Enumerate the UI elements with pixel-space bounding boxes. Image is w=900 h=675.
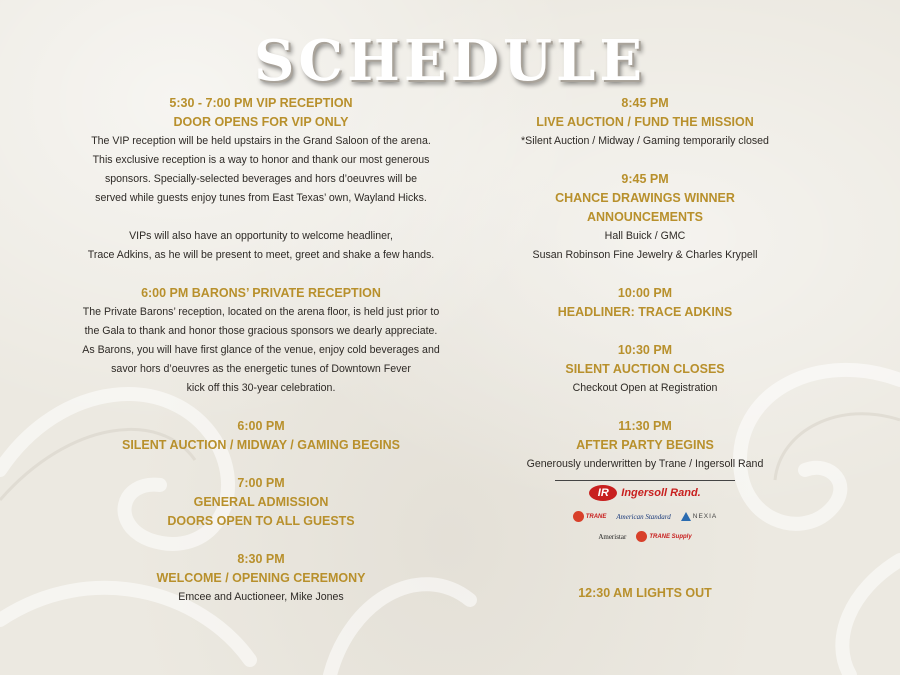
vip-description-line: served while guests enjoy tunes from East Texas’ own, Wayland Hicks. (95, 192, 427, 204)
vip-headliner-line: VIPs will also have an opportunity to welcome headliner, (129, 230, 393, 242)
ingersoll-rand-name: Ingersoll Rand. (621, 487, 701, 499)
barons-description-line: The Private Barons’ reception, located on the arena floor, is held just prior to (82, 306, 440, 318)
right-schedule-column (490, 94, 800, 542)
trane-supply-logo: TRANE Supply (636, 531, 691, 542)
drawings-sponsor: Susan Robinson Fine Jewelry & Charles Krypell (532, 249, 758, 261)
nexia-icon (681, 512, 691, 521)
ameristar-logo: Ameristar (598, 532, 627, 541)
after-party-heading: AFTER PARTY BEGINS (576, 438, 714, 452)
announcements-heading: ANNOUNCEMENTS (587, 210, 703, 224)
auction-close-heading: SILENT AUCTION CLOSES (565, 362, 725, 376)
checkout-text: Checkout Open at Registration (572, 382, 718, 394)
silent-auction-heading: SILENT AUCTION / MIDWAY / GAMING BEGINS (121, 438, 401, 452)
vip-description-line: sponsors. Specially-selected beverages and hors d’oeuvres will be (104, 173, 418, 185)
vip-headliner-line: Trace Adkins, as he will be present to meet, greet and shake a few hands. (87, 249, 435, 261)
general-admission-heading: GENERAL ADMISSION (193, 495, 329, 509)
vip-description-line: The VIP reception will be held upstairs in the Grand Saloon of the arena. (91, 135, 431, 147)
headliner-time: 10:00 PM (617, 286, 673, 300)
vip-reception-heading: 5:30 - 7:00 PM VIP RECEPTION (169, 96, 353, 110)
underwriter-text: Generously underwritten by Trane / Ingersoll Rand (526, 458, 764, 470)
barons-description-line: As Barons, you will have first glance of the venue, enjoy cold beverages and (82, 344, 440, 356)
left-schedule-column (60, 94, 462, 607)
ir-logo-icon: IR (589, 485, 617, 501)
barons-description-line: savor hors d’oeuvres as the energetic tunes of Downtown Fever (111, 363, 411, 375)
after-party-time: 11:30 PM (618, 419, 672, 433)
headliner-heading: HEADLINER: TRACE ADKINS (557, 305, 733, 319)
drawings-time: 9:45 PM (621, 172, 669, 186)
live-auction-note: *Silent Auction / Midway / Gaming temporarily closed (521, 135, 769, 147)
silent-auction-time: 6:00 PM (237, 419, 285, 433)
drawings-sponsor: Hall Buick / GMC (604, 230, 686, 242)
ingersoll-rand-logo (555, 480, 735, 501)
auction-close-time: 10:30 PM (617, 343, 673, 357)
drawings-heading: CHANCE DRAWINGS WINNER (555, 191, 735, 205)
vip-door-heading: DOOR OPENS FOR VIP ONLY (173, 115, 349, 129)
general-admission-time: 7:00 PM (237, 476, 285, 490)
nexia-logo: NEXIA (681, 512, 718, 521)
page-title: SCHEDULE (253, 28, 647, 94)
live-auction-time: 8:45 PM (621, 96, 669, 110)
trane-logo: TRANE (573, 511, 607, 522)
barons-reception-heading: 6:00 PM BARONS’ PRIVATE RECEPTION (141, 286, 381, 300)
lights-out-heading: 12:30 AM LIGHTS OUT (578, 586, 712, 600)
live-auction-heading: LIVE AUCTION / FUND THE MISSION (536, 115, 754, 129)
welcome-time: 8:30 PM (237, 552, 285, 566)
trane-dot-icon (573, 511, 584, 522)
sponsor-logos (545, 480, 745, 542)
emcee-text: Emcee and Auctioneer, Mike Jones (178, 591, 344, 603)
trane-supply-dot-icon (636, 531, 647, 542)
barons-description-line: kick off this 30-year celebration. (186, 382, 336, 394)
vip-description-line: This exclusive reception is a way to honor and thank our most generous (92, 154, 430, 166)
welcome-heading: WELCOME / OPENING CEREMONY (156, 571, 366, 585)
barons-description-line: the Gala to thank and honor those gracious sponsors we dearly appreciate. (84, 325, 438, 337)
american-standard-logo: American Standard (616, 512, 671, 521)
doors-open-heading: DOORS OPEN TO ALL GUESTS (167, 514, 355, 528)
